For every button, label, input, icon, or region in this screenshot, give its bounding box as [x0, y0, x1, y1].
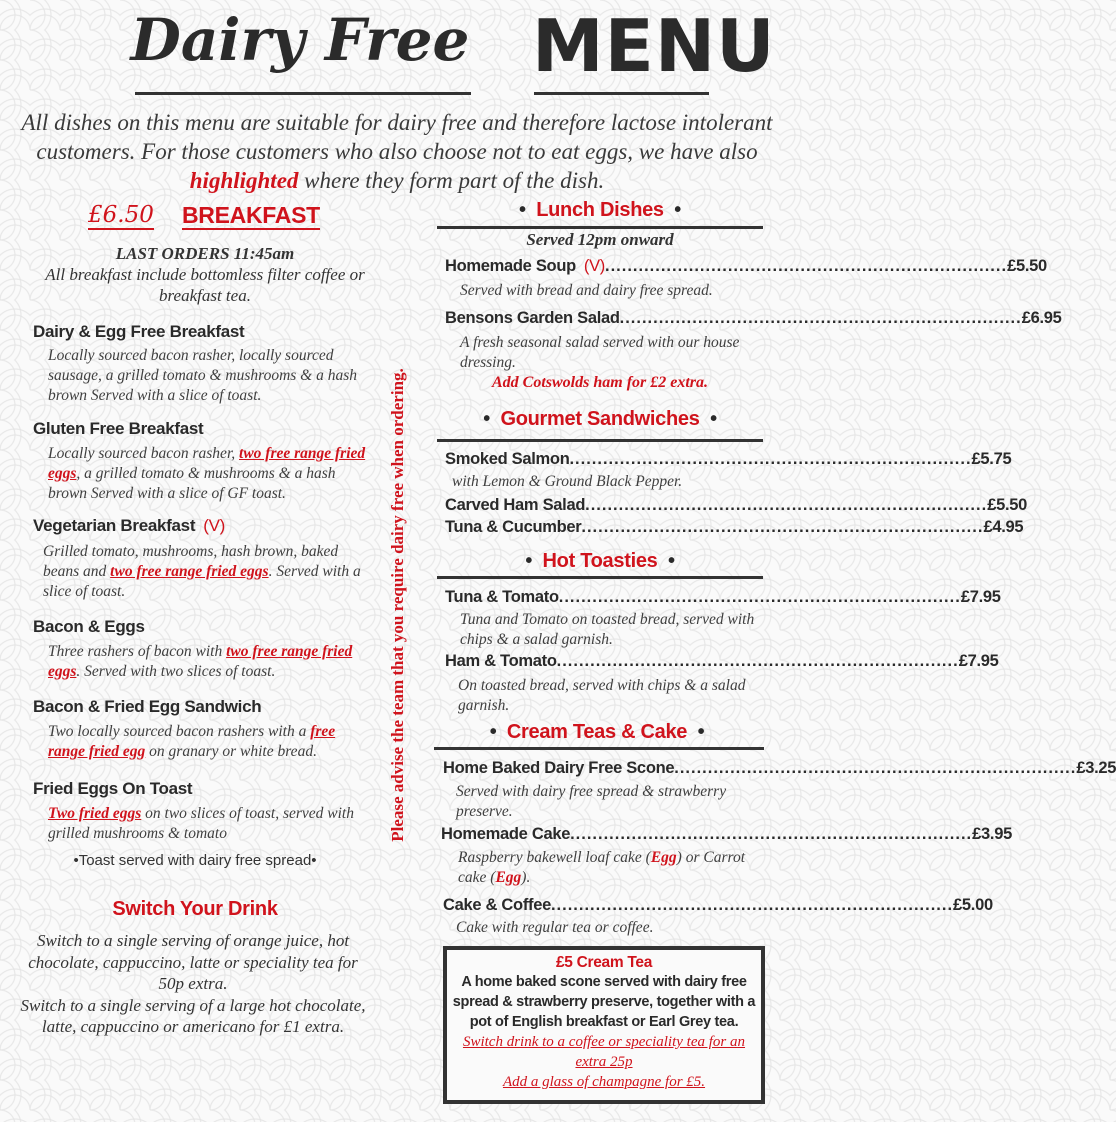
dairy-free-notice: Please advise the team that you require dairy free when ordering.: [388, 368, 407, 842]
section-rule: [437, 439, 763, 442]
breakfast-item-desc: Two locally sourced bacon rashers with a free range fried egg on granary or white bread.: [48, 723, 336, 760]
menu-item-desc: A fresh seasonal salad served with our house dressing.: [460, 334, 740, 371]
cream-tea-title: £5 Cream Tea: [555, 954, 653, 971]
menu-row: Tuna & Tomato ........................................................................ £7.95: [445, 588, 1001, 606]
egg-highlight: free range fried egg: [48, 723, 336, 760]
menu-row: Home Baked Dairy Free Scone ........................................................................ £3.25: [443, 759, 1116, 777]
cream-teas-section-title: • Cream Teas & Cake •: [489, 721, 705, 743]
section-rule: [437, 576, 763, 579]
vegetarian-tag: (V): [583, 257, 605, 275]
section-rule: [434, 747, 764, 750]
lunch-section-title: • Lunch Dishes •: [519, 199, 681, 221]
menu-item-desc: with Lemon & Ground Black Pepper.: [452, 473, 683, 490]
title-menu: MENU: [532, 4, 776, 88]
menu-row: Ham & Tomato ........................................................................ £7.95: [445, 652, 999, 670]
breakfast-item-desc: Grilled tomato, mushrooms, hash brown, baked beans and two free range fried eggs. Served with a slice of toast.: [43, 543, 361, 600]
cream-tea-box: [443, 946, 765, 1104]
menu-row: Cake & Coffee ........................................................................ £5.00: [443, 896, 993, 914]
breakfast-item-name: Gluten Free Breakfast: [33, 419, 204, 438]
menu-item-extra: Add Cotswolds ham for £2 extra.: [491, 374, 709, 391]
menu-item-desc: Served with bread and dairy free spread.: [460, 282, 713, 299]
breakfast-item-name: Dairy & Egg Free Breakfast: [33, 322, 245, 341]
breakfast-note: All breakfast include bottomless filter coffee or breakfast tea.: [45, 265, 365, 305]
egg-highlight: two free range fried eggs: [110, 563, 269, 580]
toasties-section-title: • Hot Toasties •: [525, 550, 675, 572]
breakfast-title: BREAKFAST: [182, 202, 320, 228]
egg-highlight: Two fried eggs: [48, 805, 142, 822]
breakfast-item-desc: Two fried eggs on two slices of toast, served with grilled mushrooms & tomato: [48, 805, 354, 842]
egg-highlight: two free range fried eggs: [48, 445, 366, 482]
menu-row: Tuna & Cucumber ........................................................................ £4.95: [445, 518, 1024, 536]
title-dairy-free: Dairy Free: [130, 6, 470, 74]
switch-drink-link[interactable]: Switch drink to a coffee or speciality tea for an extra 25p: [462, 1034, 746, 1070]
egg-highlight: two free range fried eggs: [48, 643, 353, 680]
menu-item-desc: Raspberry bakewell loaf cake (Egg) or Carrot cake (Egg).: [458, 849, 745, 886]
section-rule: [437, 226, 763, 229]
menu-item-desc: Served with dairy free spread & strawberry preserve.: [456, 783, 727, 820]
title-underline-right: [534, 92, 709, 95]
champagne-link[interactable]: Add a glass of champagne for £5.: [502, 1074, 706, 1090]
toast-note: •Toast served with dairy free spread•: [73, 852, 317, 869]
cream-tea-desc: A home baked scone served with dairy free spread & strawberry preserve, together with a pot of English breakfast or Earl Grey tea.: [452, 974, 756, 1030]
breakfast-item-name: Bacon & Fried Egg Sandwich: [33, 697, 262, 716]
menu-item-desc: Tuna and Tomato on toasted bread, served with chips & a salad garnish.: [460, 611, 755, 648]
breakfast-item-name: Vegetarian Breakfast (V): [33, 516, 225, 535]
egg-highlight: Egg: [495, 869, 522, 886]
breakfast-item-name: Fried Eggs On Toast: [33, 779, 193, 798]
title-underline-left: [135, 92, 471, 95]
intro-text: All dishes on this menu are suitable for dairy free and therefore lactose intolerant customers. For those customers who also choose not to eat eggs, we have also highlighted where they form part of the dish.: [21, 110, 773, 193]
sandwiches-section-title: • Gourmet Sandwiches •: [483, 408, 717, 430]
breakfast-item-desc: Three rashers of bacon with two free range fried eggs. Served with two slices of toast.: [48, 643, 353, 680]
egg-highlight: Egg: [650, 849, 677, 866]
lunch-subtitle: Served 12pm onward: [526, 230, 674, 249]
menu-row: Carved Ham Salad ........................................................................ £5.50: [445, 496, 1027, 514]
switch-drink-text: Switch to a single serving of orange juice, hot chocolate, cappuccino, latte or speciality tea for 50p extra. Switch to a single serving of a large hot chocolate, latte, cappuccino or americano for £1 extra.: [20, 931, 366, 1036]
menu-row: Homemade Cake ........................................................................ £3.95: [441, 825, 1012, 843]
menu-item-desc: Cake with regular tea or coffee.: [456, 919, 654, 936]
menu-row: Bensons Garden Salad ........................................................................ £6.95: [445, 309, 1062, 327]
breakfast-item-name: Bacon & Eggs: [33, 617, 145, 636]
breakfast-price: £6.50: [88, 202, 154, 228]
intro-highlight: highlighted: [189, 168, 299, 193]
last-orders: LAST ORDERS 11:45am: [115, 244, 295, 263]
menu-item-desc: On toasted bread, served with chips & a salad garnish.: [458, 677, 746, 714]
menu-row: Homemade Soup (V) ........................................................................ £5.50: [445, 257, 1047, 275]
menu-row: Smoked Salmon ........................................................................ £5.75: [445, 450, 1012, 468]
vegetarian-tag: (V): [203, 516, 225, 535]
breakfast-item-desc: Locally sourced bacon rasher, two free range fried eggs, a grilled tomato & mushrooms & a hash brown Served with a slice of GF toast.: [48, 445, 366, 502]
switch-drink-title: Switch Your Drink: [112, 898, 278, 920]
breakfast-item-desc: Locally sourced bacon rasher, locally sourced sausage, a grilled tomato & mushrooms & a hash brown Served with a slice of toast.: [48, 347, 358, 404]
